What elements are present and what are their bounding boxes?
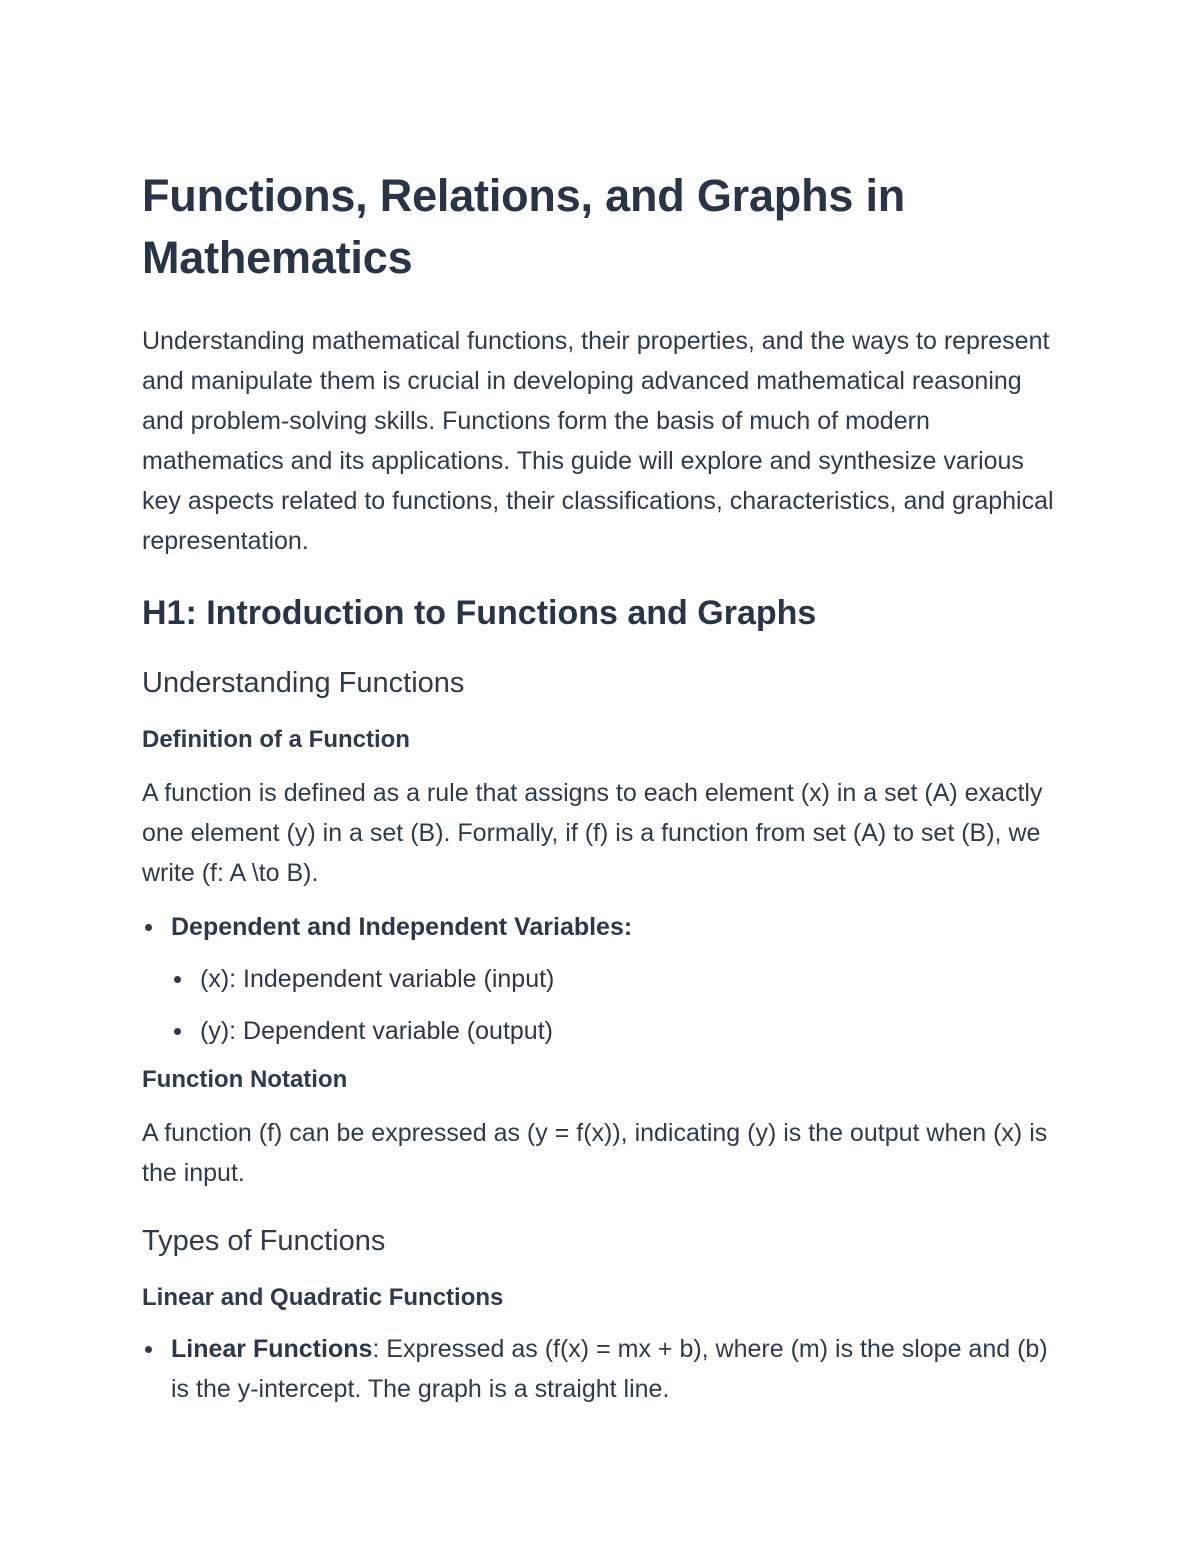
document-page — [142, 165, 1062, 1409]
list-item: (y): Dependent variable (output) — [171, 1011, 1062, 1051]
list-item: (x): Independent variable (input) — [171, 959, 1062, 999]
subsection-heading-types: Types of Functions — [142, 1225, 386, 1257]
list-item — [142, 907, 1062, 1051]
linear-label: Linear Functions — [171, 1335, 373, 1363]
definition-heading: Definition of a Function — [142, 726, 410, 753]
document-title: Functions, Relations, and Graphs in Mathematics — [142, 170, 906, 283]
notation-paragraph: A function (f) can be expressed as (y = f(x)), indicating (y) is the output when (x) is the input. — [142, 1119, 1048, 1187]
linear-quadratic-heading: Linear and Quadratic Functions — [142, 1284, 504, 1311]
subsection-heading-understanding: Understanding Functions — [142, 667, 465, 699]
variables-list — [142, 907, 1062, 1051]
list-item — [142, 1329, 1062, 1409]
types-list — [142, 1329, 1062, 1409]
notation-heading: Function Notation — [142, 1066, 348, 1093]
variables-sublist — [171, 959, 1062, 1051]
section-heading-intro: H1: Introduction to Functions and Graphs — [142, 594, 817, 632]
intro-paragraph: Understanding mathematical functions, their properties, and the ways to represent and manipulate them is crucial in developing advanced mathematical reasoning and problem-solving skills. Functions form the basis of much of modern mathematics and its applications. This guide will explore and synthesize various key aspects related to functions, their classifications, characteristics, and graphical representation. — [142, 327, 1054, 555]
variables-label: Dependent and Independent Variables: — [171, 913, 633, 941]
definition-paragraph: A function is defined as a rule that assigns to each element (x) in a set (A) exactly one element (y) in a set (B). Formally, if (f) is a function from set (A) to set (B), we write (f: A \to B). — [142, 779, 1043, 887]
linear-text: : Expressed as (f(x) = mx + b), where (m) is the slope and (b) is the y-intercept. The graph is a straight line. — [171, 1335, 1048, 1403]
